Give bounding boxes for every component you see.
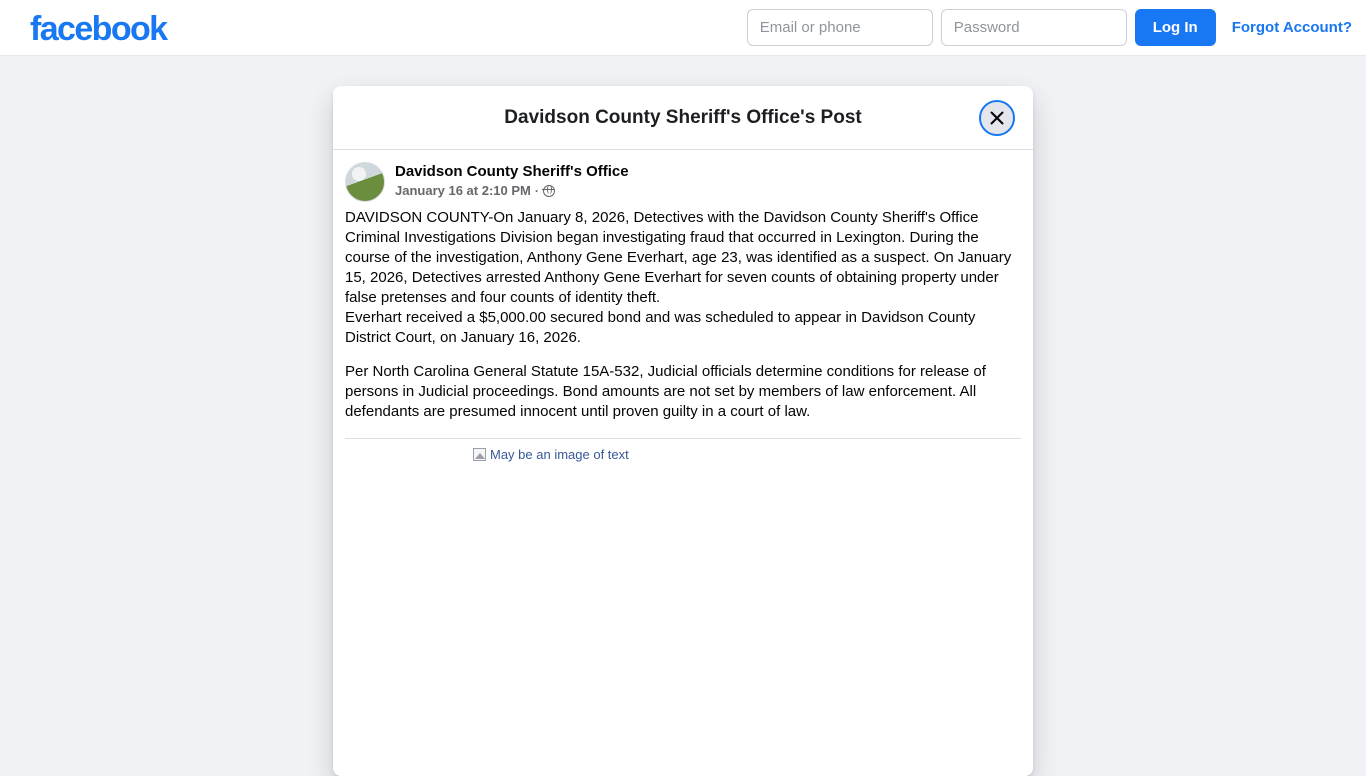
post-text [345,208,1021,424]
top-navigation-bar [0,0,1366,56]
post-image-placeholder[interactable] [473,447,629,462]
post-image-alt-text: May be an image of text [490,447,629,462]
post-container [333,150,1033,776]
log-in-button[interactable]: Log In [1135,9,1216,46]
broken-image-icon [473,448,486,461]
close-icon[interactable] [979,100,1015,136]
separator-dot: · [534,184,539,198]
dialog-title: Davidson County Sheriff's Office's Post [504,106,862,128]
post-subtitle [395,183,629,199]
forgot-account-link[interactable]: Forgot Account? [1231,19,1352,36]
globe-icon [543,185,555,197]
email-or-phone-input[interactable] [747,9,933,46]
post-meta [395,162,629,199]
post-paragraph-2: Everhart received a $5,000.00 secured bond and was scheduled to appear in Davidson County District Court, on January 16, 2026. [345,309,976,346]
post-header [345,162,1021,208]
login-form [747,9,1352,46]
post-image-area[interactable] [345,439,1021,776]
post-timestamp[interactable]: January 16 at 2:10 PM [395,183,531,198]
post-paragraph-3: Per North Carolina General Statute 15A-532, Judicial officials determine conditions for release of persons in Judicial proceedings. Bond amounts are not set by members of law enforcement. All defendants are presumed innocent until proven guilty in a court of law. [345,363,986,420]
facebook-logo[interactable]: facebook [30,10,167,48]
post-paragraph-1: DAVIDSON COUNTY-On January 8, 2026, Detectives with the Davidson County Sheriff's Office Criminal Investigations Division began investigating fraud that occurred in Lexington. During the course of the investigation, Anthony Gene Everhart, age 23, was identified as a suspect. On January 15, 2026, Detectives arrested Anthony Gene Everhart for seven counts of obtaining property under false pretenses and four counts of identity theft. [345,209,1012,306]
avatar[interactable] [345,162,385,202]
dialog-header [333,86,1033,150]
password-input[interactable] [941,9,1127,46]
post-author-name[interactable]: Davidson County Sheriff's Office [395,163,629,180]
post-dialog [333,86,1033,776]
